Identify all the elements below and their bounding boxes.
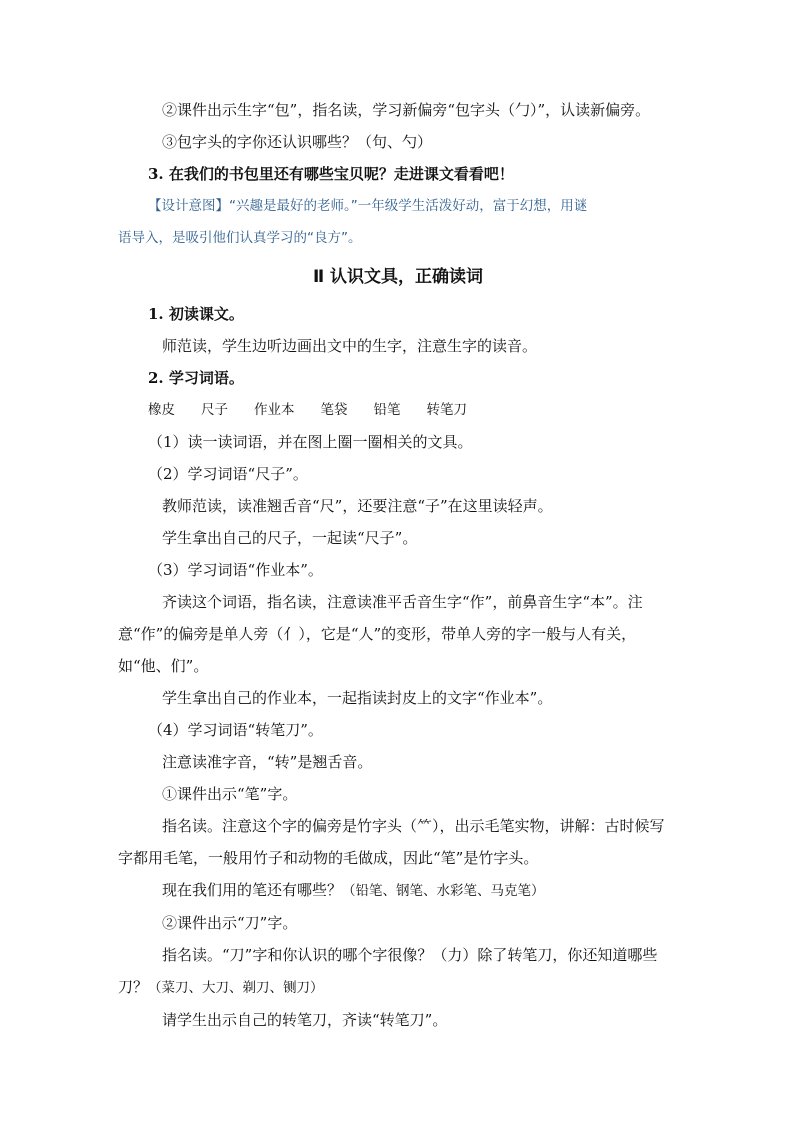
design-note bbox=[118, 190, 678, 222]
document-page bbox=[118, 94, 678, 1036]
paragraph bbox=[118, 874, 678, 907]
paragraph: ①课件出示“笔”字。 bbox=[162, 785, 298, 803]
paragraph bbox=[118, 939, 678, 1004]
answer-text: （铅笔、钢笔、水彩笔、马克笔） bbox=[342, 883, 545, 899]
question-text: 现在我们用的笔还有哪些？ bbox=[162, 881, 343, 899]
paragraph: （3）学习词语“作业本”。 bbox=[148, 561, 323, 579]
design-note-tag: 【设计意图】 bbox=[148, 198, 229, 214]
paragraph: 请学生出示自己的转笔刀，齐读“转笔刀”。 bbox=[162, 1011, 448, 1029]
paragraph: （4）学习词语“转笔刀”。 bbox=[148, 721, 323, 739]
paragraph: ②课件出示“刀”字。 bbox=[162, 914, 298, 932]
answer-text: （菜刀、大刀、剃刀、铡刀） bbox=[148, 980, 324, 996]
word-item: 作业本 bbox=[254, 402, 295, 418]
step-heading: 2. 学习词语。 bbox=[148, 369, 244, 387]
design-note-continued: 语导入，是吸引他们认真学习的“良方”。 bbox=[118, 230, 362, 246]
paragraph: 齐读这个词语，指名读，注意读准平舌音生字“作”，前鼻音生字“本”。注意“作”的偏旁是单人旁（亻），它是“人”的变形，带单人旁的字一般与人有关，如“他、们”。 bbox=[118, 593, 643, 675]
word-item: 尺子 bbox=[201, 402, 228, 418]
paragraph: 师范读，学生边听边画出文中的生字，注意生字的读音。 bbox=[162, 337, 538, 355]
paragraph: ②课件出示生字“包”，指名读，学习新偏旁“包字头（勹）”，认读新偏旁。 bbox=[162, 101, 651, 119]
paragraph: 教师范读，读准翘舌音“尺”，还要注意“子”在这里读轻声。 bbox=[162, 497, 553, 515]
paragraph: 注意读准字音，“转”是翘舌音。 bbox=[162, 753, 373, 771]
paragraph: （1）读一读词语，并在图上圈一圈相关的文具。 bbox=[148, 433, 473, 451]
question-text: 指名读。“刀”字和你认识的哪个字很像？（力）除了转笔刀，你还知道哪些刀？ bbox=[118, 946, 658, 996]
word-item: 转笔刀 bbox=[426, 402, 467, 418]
paragraph: ③包字头的字你还认识哪些？（句、勺） bbox=[162, 133, 433, 151]
paragraph: （2）学习词语“尺子”。 bbox=[148, 465, 308, 483]
paragraph: 学生拿出自己的作业本，一起指读封皮上的文字“作业本”。 bbox=[162, 689, 553, 707]
paragraph: 指名读。注意这个字的偏旁是竹字头（⺮），出示毛笔实物，讲解：古时候写字都用毛笔，一般用竹子和动物的毛做成，因此“笔”是竹字头。 bbox=[118, 817, 665, 867]
word-item: 橡皮 bbox=[148, 402, 175, 418]
step-heading: 3. 在我们的书包里还有哪些宝贝呢？走进课文看看吧！ bbox=[148, 165, 514, 183]
step-heading: 1. 初读课文。 bbox=[148, 305, 244, 323]
paragraph: 学生拿出自己的尺子，一起读“尺子”。 bbox=[162, 529, 418, 547]
word-item: 笔袋 bbox=[320, 402, 348, 418]
section-title: Ⅱ 认识文具，正确读词 bbox=[312, 267, 484, 287]
design-note-text: “兴趣是最好的老师。”一年级学生活泼好动，富于幻想，用谜 bbox=[229, 198, 588, 214]
word-list bbox=[118, 394, 678, 426]
word-item: 铅笔 bbox=[373, 402, 401, 418]
